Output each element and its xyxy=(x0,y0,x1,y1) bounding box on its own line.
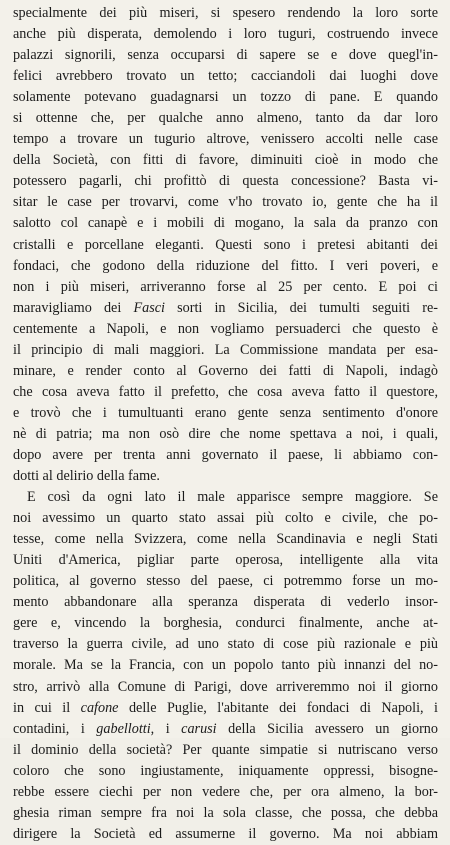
text-segment: sorti in Sicilia, dei tumulti seguiti re- xyxy=(164,299,438,316)
text-segment: ghesia riman sempre fra noi la sola classe, che possa, che debba xyxy=(13,804,438,821)
text-line xyxy=(13,571,438,592)
text-line xyxy=(13,424,438,445)
text-line xyxy=(13,824,438,845)
text-line xyxy=(13,719,438,740)
text-segment: centemente a Napoli, e non vogliamo persuaderci che questo è xyxy=(13,320,438,337)
text-segment: in cui il xyxy=(13,699,81,716)
italic-word: carusi xyxy=(181,720,217,737)
text-segment: noi avessimo un quarto stato assai più colto e civile, che po- xyxy=(13,510,438,527)
text-line xyxy=(13,277,438,298)
text-segment: E così da ogni lato il male apparisce sempre maggiore. Se xyxy=(27,489,438,506)
text-segment: dotti al delirio della fame. xyxy=(13,468,160,485)
text-segment: che cosa aveva fatto il prefetto, che cosa aveva fatto il questore, xyxy=(13,383,438,400)
text-segment: specialmente dei più miseri, si spesero rendendo la loro sorte xyxy=(13,5,438,21)
text-segment: il dominio della società? Per quante simpatie si nutriscano verso xyxy=(13,741,438,758)
text-segment: , i xyxy=(150,720,182,737)
text-segment: solamente potevano guadagnarsi un tozzo di pane. E quando xyxy=(13,89,438,106)
text-segment: tesse, come nella Svizzera, come nella Scandinavia e negli Stati xyxy=(13,531,438,548)
text-line xyxy=(13,761,438,782)
text-line xyxy=(13,403,438,424)
text-line xyxy=(13,487,438,508)
text-segment: felici avrebbero trovato un tetto; cacciandoli dai luoghi dove xyxy=(13,68,438,85)
text-line xyxy=(13,213,438,234)
text-segment: potessero pagarli, chi profittò di questa concessione? Basta vi- xyxy=(13,173,438,190)
text-segment: stro, arrivò alla Comune di Parigi, dove arriveremmo noi il giorno xyxy=(13,678,438,695)
text-line xyxy=(13,24,438,45)
text-segment: salotto col canapè e i mobili di mogano, la sala da pranzo con xyxy=(13,215,438,232)
text-segment: e trovò che i tumultuanti erano gente senza sentimento d'onore xyxy=(13,404,438,421)
text-segment: rebbe essere ciechi per non vedere che, per ora almeno, la bor- xyxy=(13,783,438,800)
text-segment: della Società, con fitti di favore, diminuiti cioè in modo che xyxy=(13,152,438,169)
text-segment: il principio di mali maggiori. La Commissione mandata per esa- xyxy=(13,341,438,358)
text-line xyxy=(13,340,438,361)
text-line xyxy=(13,382,438,403)
text-line xyxy=(13,698,438,719)
text-line xyxy=(13,550,438,571)
text-line xyxy=(13,508,438,529)
text-segment: non i più miseri, arriveranno forse al 25 per cento. E poi ci xyxy=(13,278,438,295)
italic-word: gabellotti xyxy=(96,720,151,737)
page-text xyxy=(13,3,438,845)
text-line xyxy=(13,655,438,676)
text-line xyxy=(13,45,438,66)
text-line xyxy=(13,256,438,277)
text-segment: traverso la guerra civile, ad uno stato di cose più razionale e più xyxy=(13,636,438,653)
text-segment: dopo avere per trenta anni governato il paese, li abbiamo con- xyxy=(13,446,438,463)
text-line xyxy=(13,150,438,171)
text-line xyxy=(13,129,438,150)
text-line xyxy=(13,361,438,382)
text-line xyxy=(13,782,438,803)
text-segment: fondaci, che godono della riduzione del fitto. I veri poveri, e xyxy=(13,257,438,274)
italic-word: cafone xyxy=(80,699,119,716)
text-line xyxy=(13,66,438,87)
text-line xyxy=(13,445,438,466)
text-segment: gere e, vincendo la borghesia, condurci finalmente, anche at- xyxy=(13,615,438,632)
text-segment: sitar le case per trovarvi, come v'ho trovato io, gente che ha il xyxy=(13,194,438,211)
text-segment: si ottenne che, per qualche anno almeno, tanto da dar loro xyxy=(13,110,438,127)
text-line xyxy=(13,319,438,340)
text-segment: tempo a trovare un tugurio altrove, venissero accolti nelle case xyxy=(13,131,438,148)
text-line xyxy=(13,634,438,655)
text-segment: maravigliamo dei xyxy=(13,299,134,316)
text-line xyxy=(13,529,438,550)
text-segment: minare, e render conto al Governo dei fatti di Napoli, indagò xyxy=(13,362,438,379)
text-line xyxy=(13,235,438,256)
text-line xyxy=(13,3,438,24)
text-segment: contadini, i xyxy=(13,720,97,737)
text-segment: delle Puglie, l'abitante dei fondaci di Napoli, i xyxy=(118,699,438,716)
text-line xyxy=(13,171,438,192)
text-line xyxy=(13,87,438,108)
text-line xyxy=(13,466,438,487)
text-line xyxy=(13,613,438,634)
text-line xyxy=(13,592,438,613)
text-line xyxy=(13,803,438,824)
text-line xyxy=(13,677,438,698)
text-segment: Uniti d'America, pigliar parte operosa, intelligente alla vita xyxy=(13,552,438,569)
text-segment: nè di patria; ma non osò dire che nome spettava a noi, i quali, xyxy=(13,425,438,442)
text-line xyxy=(13,192,438,213)
text-segment: cristalli e porcellane eleganti. Questi sono i pretesi abitanti dei xyxy=(13,236,438,253)
text-segment: anche più disperata, demolendo i loro tuguri, costruendo invece xyxy=(13,26,438,43)
text-segment: coloro che sono ingiustamente, iniquamente oppressi, bisogne- xyxy=(13,762,438,779)
text-segment: dirigere la Società ed assumerne il governo. Ma noi abbiam xyxy=(13,825,438,842)
text-segment: mento abbandonare alla speranza disperata di vederlo insor- xyxy=(13,594,438,611)
text-line xyxy=(13,740,438,761)
text-line xyxy=(13,108,438,129)
text-segment: della Sicilia avessero un giorno xyxy=(216,720,438,737)
text-line xyxy=(13,298,438,319)
text-segment: palazzi signorili, senza occuparsi di sapere se e dove quegl'in- xyxy=(13,47,438,64)
text-segment: politica, al governo stesso del paese, ci potremmo forse un mo- xyxy=(13,573,438,590)
text-segment: morale. Ma se la Francia, con un popolo tanto più innanzi del no- xyxy=(13,657,438,674)
italic-word: Fasci xyxy=(133,299,165,316)
